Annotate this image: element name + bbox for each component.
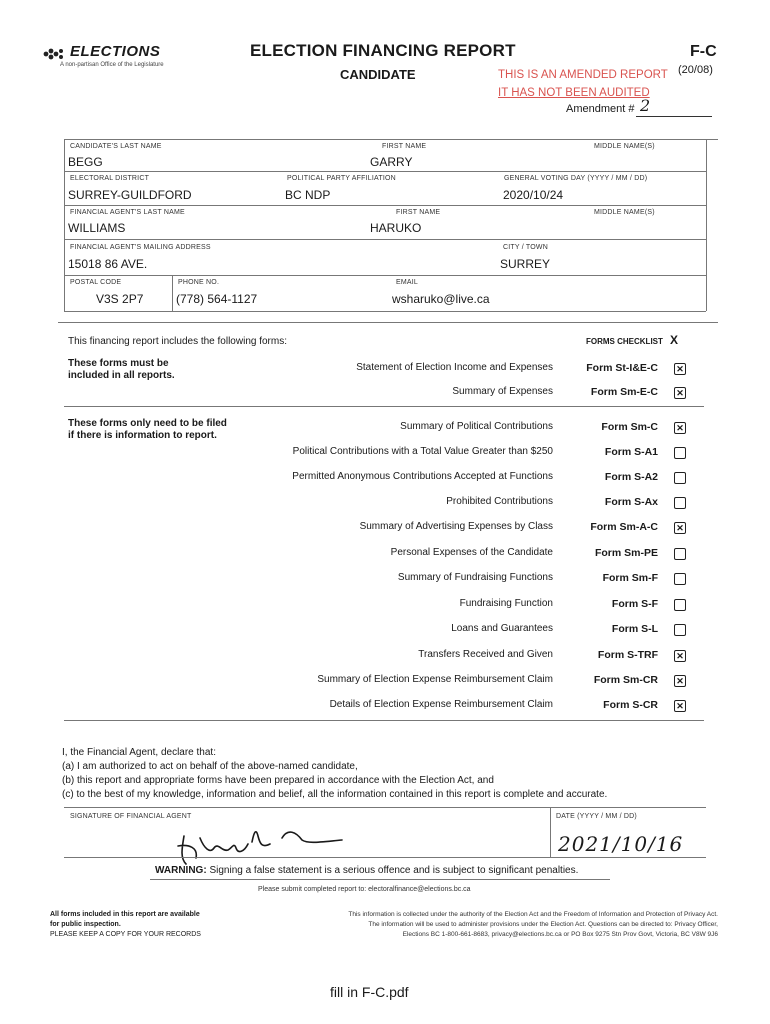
signature-top-rule	[64, 807, 706, 808]
footer-left-line-3: PLEASE KEEP A COPY FOR YOUR RECORDS	[50, 931, 201, 938]
forms-checklist-title: FORMS CHECKLIST	[586, 337, 663, 346]
form-row-code: Form S-A2	[604, 471, 658, 483]
email-label: EMAIL	[396, 279, 419, 286]
checkbox-mark: ✕	[676, 651, 684, 661]
logo-subtitle: A non-partisan Office of the Legislature	[60, 62, 164, 68]
row-rule	[64, 205, 706, 206]
signature-bottom-rule	[64, 857, 706, 858]
checkbox-mark: ✕	[676, 701, 684, 711]
declaration	[62, 746, 607, 802]
form-row-code: Form S-F	[611, 598, 658, 610]
amendment-underline	[636, 116, 712, 117]
form-row-checkbox[interactable]	[674, 497, 686, 509]
form-row-code: Form Sm-E-C	[590, 386, 658, 398]
form-row-checkbox[interactable]	[674, 700, 686, 712]
agent-city[interactable]: SURREY	[500, 257, 551, 271]
agent-middle-name-label: MIDDLE NAME(S)	[594, 209, 655, 216]
form-row-description: Prohibited Contributions	[446, 496, 553, 507]
report-title: ELECTION FINANCING REPORT	[250, 41, 516, 60]
candidate-first-name[interactable]: GARRY	[370, 155, 413, 169]
info-top-rule	[64, 139, 718, 140]
amendment-label: Amendment #	[566, 103, 635, 115]
form-row-description: Statement of Election Income and Expenses	[356, 362, 553, 373]
signature-date-divider	[550, 807, 551, 857]
optional-forms-note	[68, 418, 227, 442]
form-row-description: Permitted Anonymous Contributions Accepted at Functions	[292, 471, 553, 482]
footer-left-line-2: for public inspection.	[50, 921, 121, 928]
agent-first-name-label: FIRST NAME	[396, 209, 441, 216]
phone-label: PHONE NO.	[178, 279, 220, 286]
checkbox-mark: ✕	[676, 676, 684, 686]
form-row-code: Form St-I&E-C	[586, 362, 658, 374]
electoral-district[interactable]: SURREY-GUILDFORD	[68, 188, 192, 202]
row-rule	[64, 239, 706, 240]
city-label: CITY / TOWN	[503, 244, 548, 251]
warning-rule	[150, 879, 610, 880]
forms-checklist-mark: X	[670, 333, 679, 347]
forms-top-rule	[58, 322, 718, 323]
declaration-b: (b) this report and appropriate forms have been prepared in accordance with the Election Act, and	[62, 775, 494, 786]
privacy-line-1: This information is collected under the authority of the Election Act and the Freedom of Information and Protection of Privacy Act.	[348, 911, 718, 918]
signature-label: SIGNATURE OF FINANCIAL AGENT	[70, 813, 192, 820]
warning-notice	[155, 865, 578, 876]
form-row-description: Personal Expenses of the Candidate	[390, 547, 553, 558]
form-row-checkbox[interactable]	[674, 522, 686, 534]
candidate-last-name[interactable]: BEGG	[68, 155, 103, 169]
required-note-line-2: included in all reports.	[68, 370, 175, 381]
form-row-checkbox[interactable]	[674, 624, 686, 636]
elections-logo-text: ELECTIONS	[70, 43, 161, 60]
agent-phone[interactable]: (778) 564-1127	[176, 292, 258, 306]
optional-note-line-2: if there is information to report.	[68, 430, 217, 441]
form-row-code: Form S-TRF	[597, 649, 658, 661]
declaration-intro: I, the Financial Agent, declare that:	[62, 747, 216, 758]
footer-left-line-1: All forms included in this report are available	[50, 911, 200, 918]
optional-note-line-1: These forms only need to be filed	[68, 418, 227, 429]
privacy-notice	[244, 910, 718, 940]
form-row-code: Form S-L	[611, 623, 658, 635]
row-rule	[64, 275, 706, 276]
required-note-line-1: These forms must be	[68, 358, 169, 369]
checkbox-mark: ✕	[676, 388, 684, 398]
form-row-code: Form Sm-CR	[593, 674, 658, 686]
district-label: ELECTORAL DISTRICT	[70, 175, 150, 182]
candidate-last-name-label: CANDIDATE'S LAST NAME	[70, 143, 162, 150]
declaration-a: (a) I am authorized to act on behalf of the above-named candidate,	[62, 761, 358, 772]
forms-intro: This financing report includes the following forms:	[68, 336, 287, 347]
date-label: DATE (YYYY / MM / DD)	[556, 813, 637, 820]
form-row-checkbox[interactable]	[674, 548, 686, 560]
form-row-description: Summary of Advertising Expenses by Class	[359, 521, 553, 532]
form-row-checkbox[interactable]	[674, 472, 686, 484]
party-affiliation[interactable]: BC NDP	[285, 188, 331, 202]
required-forms-note	[68, 358, 175, 382]
form-row-code: Form Sm-PE	[594, 547, 658, 559]
form-row-checkbox[interactable]	[674, 675, 686, 687]
form-row-code: Form Sm-F	[602, 572, 658, 584]
warning-label: WARNING:	[155, 865, 207, 876]
row-rule	[64, 171, 706, 172]
agent-signature[interactable]	[170, 818, 360, 868]
form-row-checkbox[interactable]	[674, 387, 686, 399]
amended-line-2: IT HAS NOT BEEN AUDITED	[498, 87, 650, 99]
form-row-checkbox[interactable]	[674, 363, 686, 375]
party-label: POLITICAL PARTY AFFILIATION	[287, 175, 396, 182]
checkbox-mark: ✕	[676, 364, 684, 374]
privacy-line-2: The information will be used to administer provisions under the Election Act. Questions can be directed to: Privacy Officer,	[368, 921, 718, 928]
amended-line-1: THIS IS AN AMENDED REPORT	[498, 69, 668, 81]
form-row-description: Political Contributions with a Total Value Greater than $250	[292, 446, 553, 457]
form-row-description: Details of Election Expense Reimbursement Claim	[329, 699, 553, 710]
form-row-code: Form Sm-A-C	[590, 521, 658, 533]
checkbox-mark: ✕	[676, 523, 684, 533]
form-row-checkbox[interactable]	[674, 573, 686, 585]
checkbox-mark: ✕	[676, 423, 684, 433]
form-row-description: Fundraising Function	[459, 598, 553, 609]
file-caption: fill in F-C.pdf	[330, 984, 409, 1000]
form-row-description: Summary of Fundraising Functions	[397, 572, 553, 583]
form-row-checkbox[interactable]	[674, 422, 686, 434]
form-row-checkbox[interactable]	[674, 447, 686, 459]
postal-code-label: POSTAL CODE	[70, 279, 122, 286]
agent-email[interactable]: wsharuko@live.ca	[392, 292, 490, 306]
form-code: F-C	[690, 43, 717, 60]
form-row-description: Summary of Political Contributions	[400, 421, 553, 432]
info-left-rule	[64, 139, 65, 311]
info-right-rule	[706, 139, 707, 311]
form-version: (20/08)	[678, 64, 713, 76]
candidate-first-name-label: FIRST NAME	[382, 143, 427, 150]
form-row-code: Form S-A1	[604, 446, 658, 458]
agent-address-label: FINANCIAL AGENT'S MAILING ADDRESS	[70, 244, 211, 251]
amendment-number: 2	[640, 96, 651, 115]
form-row-code: Form Sm-C	[601, 421, 658, 433]
declaration-c: (c) to the best of my knowledge, information and belief, all the information contained in this report is complete and accurate.	[62, 789, 608, 800]
agent-postal-code[interactable]: V3S 2P7	[96, 292, 144, 306]
agent-last-name[interactable]: WILLIAMS	[68, 221, 126, 235]
info-bottom-rule	[64, 311, 706, 312]
form-row-description: Summary of Expenses	[452, 386, 553, 397]
submit-instructions: Please submit completed report to: electoralfinance@elections.bc.ca	[258, 886, 471, 893]
group-divider	[64, 406, 704, 407]
voting-day[interactable]: 2020/10/24	[503, 188, 564, 202]
form-row-code: Form S-Ax	[604, 496, 658, 508]
agent-first-name[interactable]: HARUKO	[370, 221, 422, 235]
elections-logo-icon	[42, 46, 68, 62]
agent-last-name-label: FINANCIAL AGENT'S LAST NAME	[70, 209, 185, 216]
public-inspection-note	[50, 910, 201, 940]
report-subtitle: CANDIDATE	[340, 67, 416, 82]
forms-bottom-rule	[64, 720, 704, 721]
form-row-description: Loans and Guarantees	[451, 623, 553, 634]
form-row-checkbox[interactable]	[674, 599, 686, 611]
privacy-line-3: Elections BC 1-800-661-8683, privacy@elections.bc.ca or PO Box 9275 Stn Prov Govt, Victoria, BC V8W 9J6	[402, 931, 718, 938]
voting-day-label: GENERAL VOTING DAY (YYYY / MM / DD)	[504, 175, 648, 182]
form-row-code: Form S-CR	[603, 699, 658, 711]
form-row-description: Summary of Election Expense Reimbursement Claim	[317, 674, 553, 685]
form-row-checkbox[interactable]	[674, 650, 686, 662]
warning-text: Signing a false statement is a serious offence and is subject to significant penalties.	[209, 865, 579, 876]
candidate-middle-name-label: MIDDLE NAME(S)	[594, 143, 655, 150]
form-row-description: Transfers Received and Given	[418, 649, 553, 660]
agent-mailing-address[interactable]: 15018 86 AVE.	[68, 257, 148, 271]
signature-date[interactable]: 2021/10/16	[558, 832, 684, 856]
cell-rule	[172, 275, 173, 311]
